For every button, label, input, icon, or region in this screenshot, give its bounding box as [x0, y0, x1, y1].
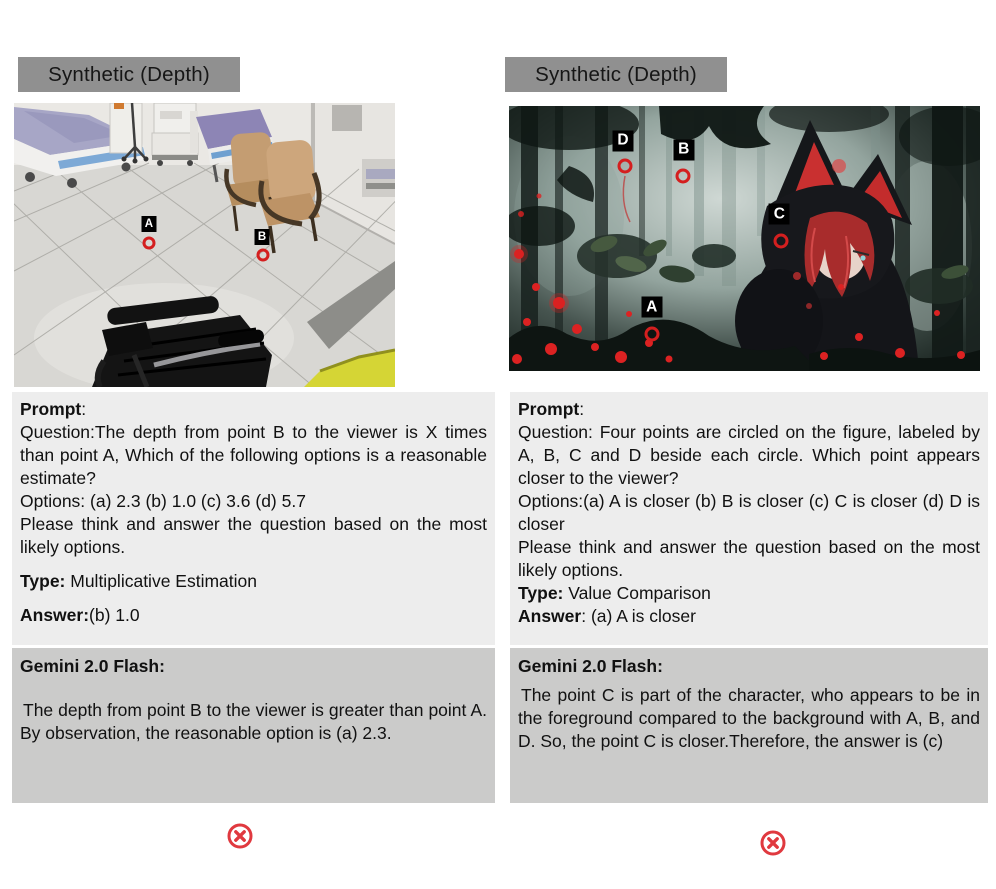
incorrect-icon-left: [225, 821, 255, 851]
scene-image-hospital: [14, 103, 395, 387]
marker-dot-c: [774, 233, 789, 248]
marker-label-b: B: [673, 139, 694, 160]
prompt-question: Question:The depth from point B to the viewer is X times than point A, Which of the following options is a reasonable estimate?: [20, 422, 487, 488]
marker-label-d: D: [612, 130, 633, 151]
panel-left-header: [18, 57, 240, 92]
prompt-answer: Answer: (a) A is closer: [518, 606, 696, 626]
marker-label-c: C: [769, 204, 790, 225]
marker-label-a: A: [141, 216, 156, 232]
prompt-type: Type: Value Comparison: [518, 583, 711, 603]
prompt-options: Options: (a) 2.3 (b) 1.0 (c) 3.6 (d) 5.7: [20, 491, 306, 511]
marker-label-a: A: [641, 297, 662, 318]
response-text: The depth from point B to the viewer is greater than point A. By observation, the reasonable option is (a) 2.3.: [20, 700, 487, 743]
marker-dot-b: [675, 169, 690, 184]
panel-title: Synthetic (Depth): [48, 62, 210, 86]
response-text: The point C is part of the character, who appears to be in the foreground compared to the background with A, B, and D. So, the point C is closer.Therefore, the answer is (c): [518, 685, 980, 751]
prompt-question: Question: Four points are circled on the figure, labeled by A, B, C and D beside each circle. Which point appears closer to the viewer?: [518, 422, 980, 488]
prompt-options: Options:(a) A is closer (b) B is closer (c) C is closer (d) D is closer: [518, 491, 980, 534]
response-box-left: [12, 648, 495, 803]
response-box-right: [510, 648, 988, 803]
prompt-instruction: Please think and answer the question based on the most likely options.: [20, 514, 487, 557]
prompt-box-left: [12, 392, 495, 645]
marker-dot-d: [617, 158, 632, 173]
panel-right-header: [505, 57, 727, 92]
prompt-instruction: Please think and answer the question based on the most likely options.: [518, 537, 980, 580]
prompt-box-right: [510, 392, 988, 645]
prompt-type: Type: Multiplicative Estimation: [20, 571, 257, 591]
panel-title: Synthetic (Depth): [535, 62, 697, 86]
hospital-room-illustration: [14, 103, 395, 387]
prompt-heading: Prompt:: [518, 399, 585, 419]
marker-label-b: B: [255, 229, 270, 245]
marker-dot-a: [142, 237, 155, 250]
marker-dot-a: [644, 327, 659, 342]
response-model: Gemini 2.0 Flash:: [20, 656, 165, 676]
incorrect-icon-right: [758, 828, 788, 858]
forest-illustration: [509, 106, 980, 371]
scene-image-forest: [509, 106, 980, 371]
prompt-answer: Answer:(b) 1.0: [20, 605, 140, 625]
response-model: Gemini 2.0 Flash:: [518, 656, 663, 676]
prompt-heading: Prompt:: [20, 399, 87, 419]
marker-dot-b: [257, 248, 270, 261]
